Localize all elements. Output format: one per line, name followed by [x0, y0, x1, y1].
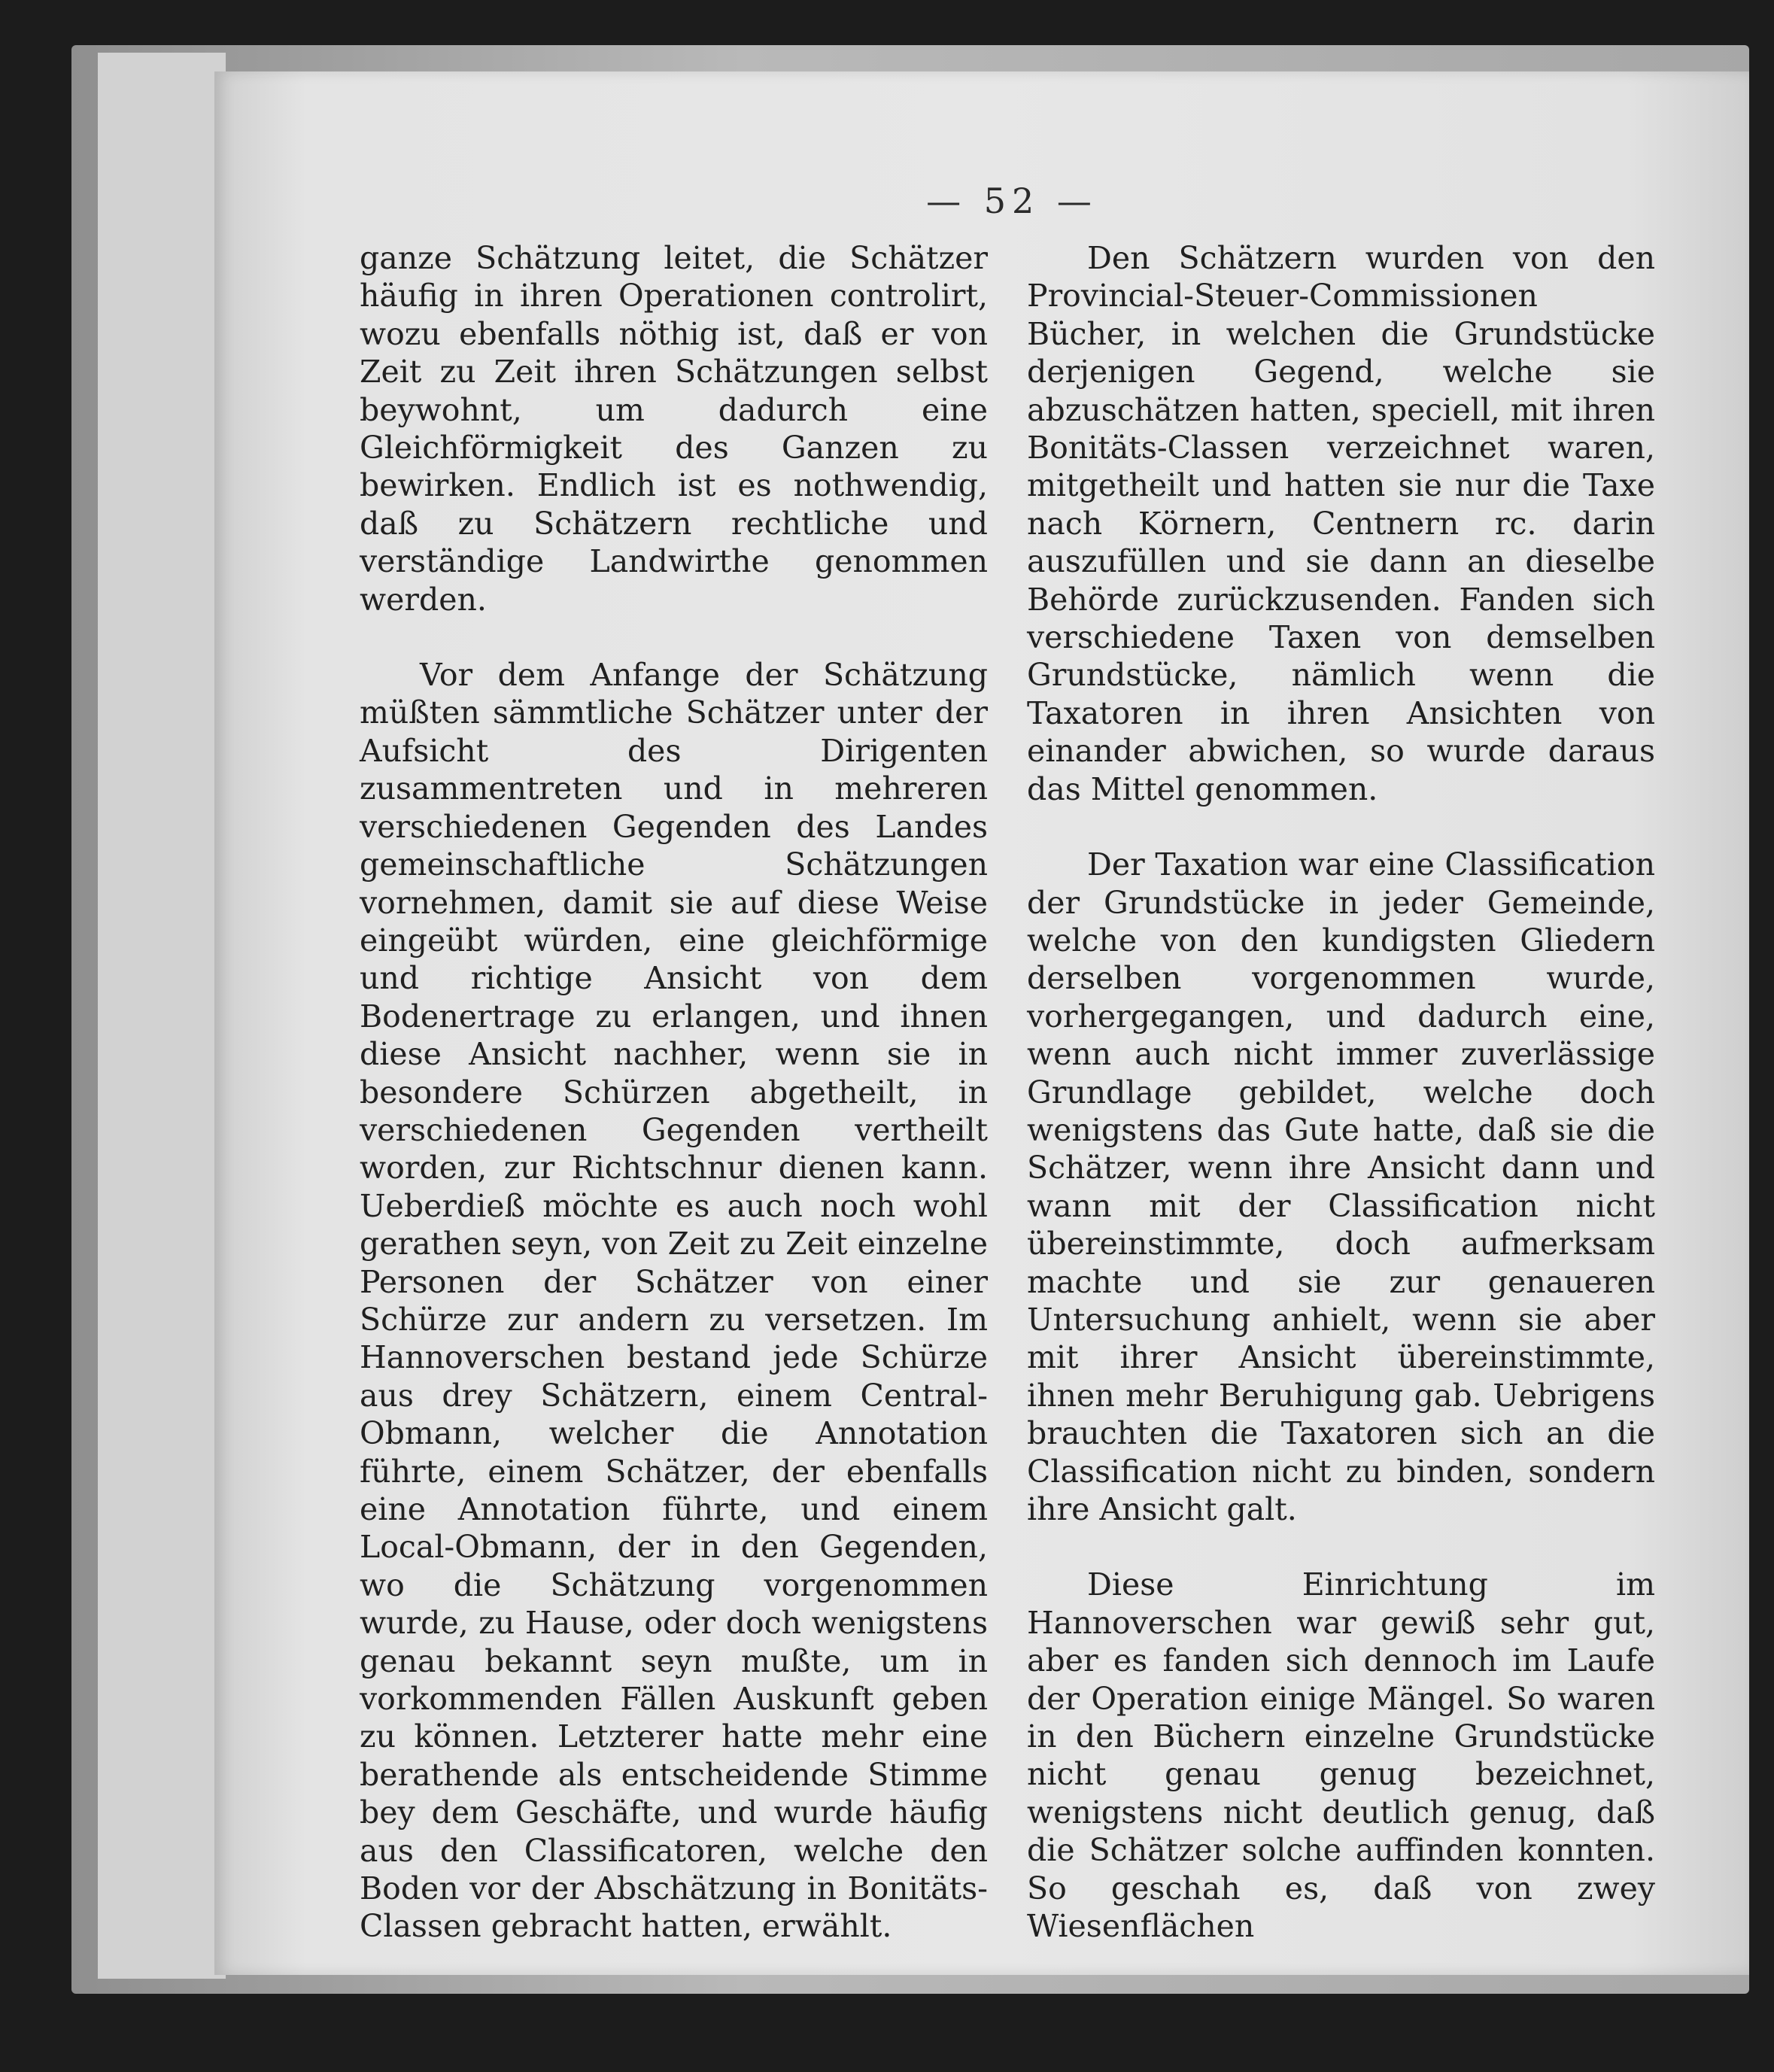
paragraph: Der Taxation war eine Classification der Grundstücke in jeder Gemeinde, welche von den kundigsten Gliedern derselben vorgenommen wurde, vorhergegangen, und dadurch eine, wenn auch nicht immer zuverlässige Grundlage gebildet, welche doch wenigstens das Gute hatte, daß sie die Schätzer, wenn ihre Ansicht dann und wann mit der Classification nicht übereinstimmte, doch aufmerksam machte und sie zur genaueren Untersuchung anhielt, wenn sie aber mit ihrer Ansicht übereinstimmte, ihnen mehr Beruhigung gab. Uebrigens brauchten die Taxatoren sich an die Classification nicht zu binden, sondern ihre Ansicht galt.	[1027, 846, 1655, 1527]
paragraph: Vor dem Anfange der Schätzung müßten sämmtliche Schätzer unter der Aufsicht des Dirigenten zusammentreten und in mehreren verschiedenen Gegenden des Landes gemeinschaftliche Schätzungen vornehmen, damit sie auf diese Weise eingeübt würden, eine gleichförmige und richtige Ansicht von dem Bodenertrage zu erlangen, und ihnen diese Ansicht nachher, wenn sie in besondere Schürzen abgetheilt, in verschiedenen Gegenden vertheilt worden, zur Richtschnur dienen kann. Ueberdieß möchte es auch noch wohl gerathen seyn, von Zeit zu Zeit einzelne Personen der Schätzer von einer Schürze zur andern zu versetzen. Im Hannoverschen bestand jede Schürze aus drey Schätzern, einem Central-Obmann, welcher die Annotation führte, einem Schätzer, der ebenfalls eine Annotation führte, und einem Local-Obmann, der in den Gegenden, wo die Schätzung vorgenommen wurde, zu Hause, oder doch wenigstens genau bekannt seyn mußte, um in vorkommenden Fällen Auskunft geben zu können. Letzterer hatte mehr eine berathende als entscheidende Stimme bey dem Geschäfte, und wurde häufig aus den Classificatoren, welche den Boden vor der Abschätzung in Bonitäts-Classen gebracht hatten, erwählt.	[360, 657, 988, 1945]
right-text-column	[1027, 239, 1655, 1945]
paragraph: ganze Schätzung leitet, die Schätzer häufig in ihren Operationen controlirt, wozu ebenfalls nöthig ist, daß er von Zeit zu Zeit ihren Schätzungen selbst beywohnt, um dadurch eine Gleichförmigkeit des Ganzen zu bewirken. Endlich ist es nothwendig, daß zu Schätzern rechtliche und verständige Landwirthe genommen werden.	[360, 240, 988, 618]
page-number: — 52 —	[926, 181, 1098, 221]
left-text-column	[360, 239, 988, 1946]
paragraph: Den Schätzern wurden von den Provincial-Steuer-Commissionen Bücher, in welchen die Grundstücke derjenigen Gegend, welche sie abzuschätzen hatten, speciell, mit ihren Bonitäts-Classen verzeichnet waren, mitgetheilt und hatten sie nur die Taxe nach Körnern, Centnern rc. darin auszufüllen und sie dann an dieselbe Behörde zurückzusenden. Fanden sich verschiedene Taxen von demselben Grundstücke, nämlich wenn die Taxatoren in ihren Ansichten von einander abwichen, so wurde daraus das Mittel genommen.	[1027, 240, 1655, 807]
paragraph: Diese Einrichtung im Hannoverschen war gewiß sehr gut, aber es fanden sich dennoch im Laufe der Operation einige Mängel. So waren in den Büchern einzelne Grundstücke nicht genau genug bezeichnet, wenigstens nicht deutlich genug, daß die Schätzer solche auffinden konnten. So geschah es, daß von zwey Wiesenflächen	[1027, 1566, 1655, 1945]
